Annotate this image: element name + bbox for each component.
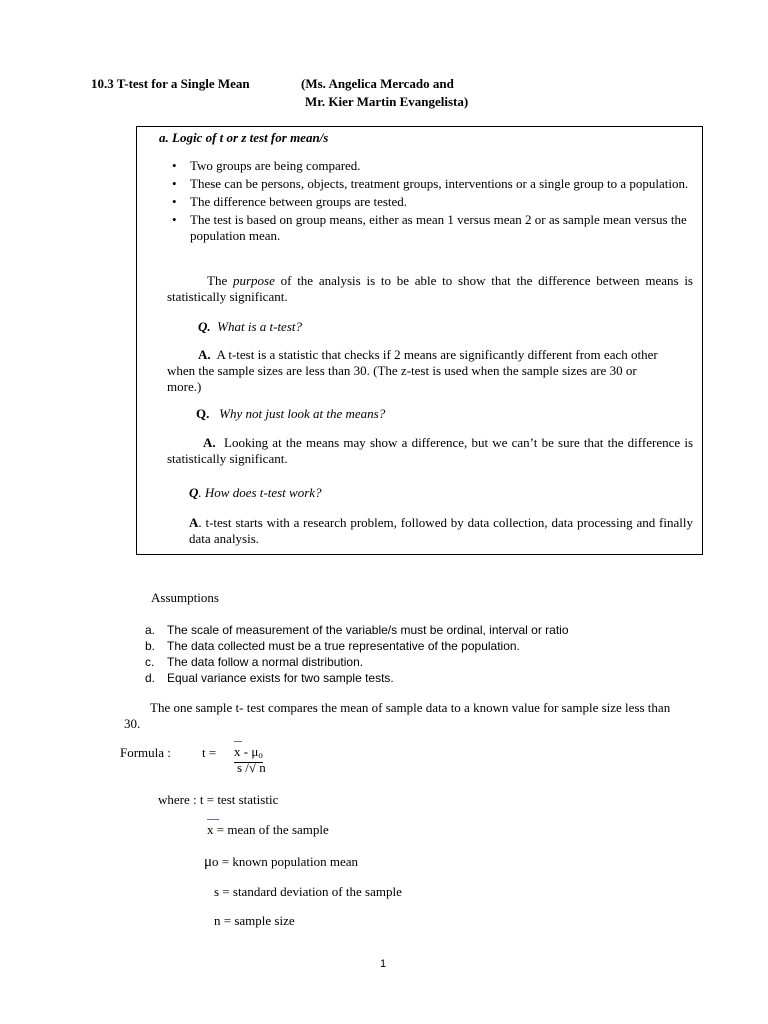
q-text: Why not just look at the means? <box>219 406 386 421</box>
purpose-post: of the analysis is to be able to show that the difference between means is statistically significant. <box>167 273 693 304</box>
section-title: 10.3 T-test for a Single Mean <box>91 76 250 91</box>
authors-line-2: Mr. Kier Martin Evangelista) <box>305 94 469 109</box>
bullet-item: • These can be persons, objects, treatment groups, interventions or a single group to a population. <box>190 176 698 192</box>
a-text: . t-test starts with a research problem, followed by data collection, data processing and finally data analysis. <box>189 515 693 546</box>
box-heading: a. Logic of t or z test for mean/s <box>159 130 329 145</box>
one-sample-paragraph: The one sample t- test compares the mean of sample data to a known value for sample size less than 30. <box>124 700 671 731</box>
assumption-item: a. The scale of measurement of the variable/s must be ordinal, interval or ratio <box>145 623 569 637</box>
purpose-paragraph <box>167 273 693 305</box>
question-3 <box>189 485 322 501</box>
formula-lhs: t = <box>202 745 217 760</box>
answer-2 <box>167 435 693 467</box>
mu-definition: μo = known population mean <box>204 854 359 870</box>
a-text: Looking at the means may show a difference, but we can’t be sure that the difference is statistically significant. <box>167 435 693 466</box>
purpose-pre: The <box>207 273 233 288</box>
bullet-item: • The test is based on group means, either as mean 1 versus mean 2 or as sample mean versus the population mean. <box>190 212 698 244</box>
answer-1 <box>167 347 672 395</box>
assumption-item: d. Equal variance exists for two sample tests. <box>145 671 394 685</box>
q-label: Q. <box>196 406 210 421</box>
xbar-overline <box>207 819 219 820</box>
page-number: 1 <box>380 958 387 970</box>
answer-3 <box>189 515 693 547</box>
x-bar-definition: x = mean of the sample <box>207 822 329 837</box>
xbar-overline <box>234 741 242 742</box>
s-definition: s = standard deviation of the sample <box>214 884 402 899</box>
bullet-item: • Two groups are being compared. <box>190 158 698 174</box>
assumption-item: b. The data collected must be a true representative of the population. <box>145 639 520 653</box>
formula-numerator: x - $\mu_o$ <box>234 745 263 763</box>
q-text: . How does t-test work? <box>198 485 322 500</box>
formula-label: Formula : <box>120 745 171 760</box>
q-text: What is a t-test? <box>217 319 302 334</box>
logic-bullet-list <box>190 158 698 246</box>
question-1 <box>198 319 302 335</box>
authors-line-1: (Ms. Angelica Mercado and <box>301 76 454 91</box>
assumptions-heading: Assumptions <box>151 590 219 605</box>
where-t-definition: where : t = test statistic <box>158 792 279 807</box>
question-2 <box>196 406 385 422</box>
a-label: A. <box>203 435 216 450</box>
assumptions-list <box>145 622 569 686</box>
a-label: A. <box>198 347 211 362</box>
formula-denominator: s /√ n <box>237 760 266 775</box>
purpose-word: purpose <box>232 273 275 288</box>
mu-subscript: o <box>258 750 263 760</box>
mu-symbol: μ <box>204 854 213 870</box>
n-definition: n = sample size <box>214 913 295 928</box>
assumption-item: c. The data follow a normal distribution. <box>145 655 364 669</box>
q-label: Q <box>189 485 199 500</box>
bullet-item: • The difference between groups are tested. <box>190 194 698 210</box>
a-label: A <box>189 515 199 530</box>
q-label: Q. <box>198 319 211 334</box>
a-text: A t-test is a statistic that checks if 2 means are significantly different from each other when the sample sizes are less than 30. (The z-test is used when the sample sizes are 30 or more.) <box>167 347 658 394</box>
